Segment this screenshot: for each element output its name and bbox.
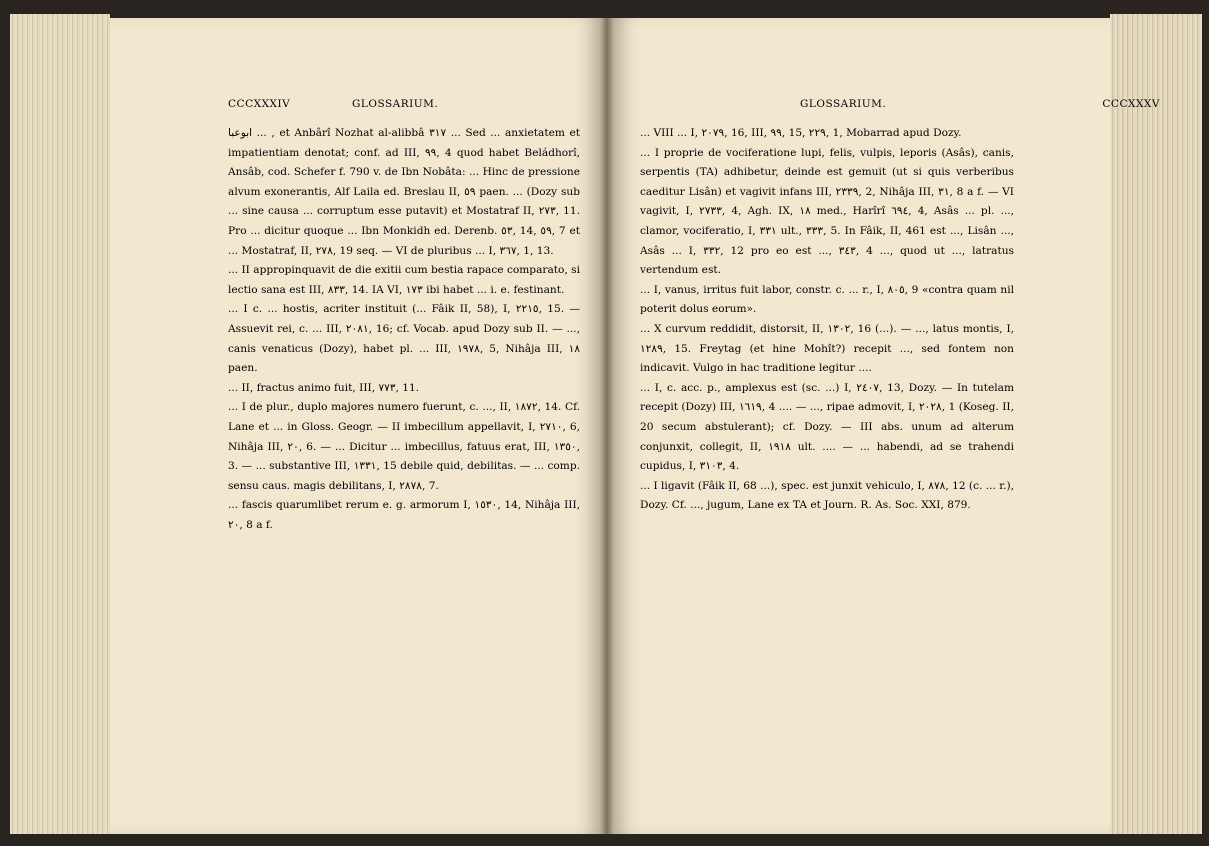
right-paragraph: ... I ligavit (Fâik II, 68 ...), spec. est junxit vehiculo, I, ٨٧٨, 12 (c. ... r.), Dozy. Cf. ..., jugum, Lane ex TA et Journ. R. As. Soc. XXI, 879. — [640, 479, 1014, 512]
left-paragraph: ... I c. ... hostis, acriter instituit (... Fâik II, 58), I, ٢٢١٥, 15. — Assuevit rei, c. ... III, ٢٠٨١, 16; cf. Vocab. apud Dozy sub II. — ..., canis venaticus (Dozy), habet pl. ... III, ١٩٧٨, 5, Nihâja III, ١٨ paen. — [228, 303, 581, 375]
left-paragraph: ... II, fractus animo fuit, III, ٧٧٣, 11. — [228, 381, 420, 394]
left-page-text — [228, 124, 580, 535]
book-gutter — [600, 18, 614, 834]
left-page-edges — [10, 14, 110, 834]
left-running-head: GLOSSARIUM. — [352, 98, 439, 110]
right-paragraph: ... I proprie de vociferatione lupi, felis, vulpis, leporis (Asâs), canis, serpentis (TA) adhibetur, deinde est gemuit (ut si quis verberibus caeditur Lisân) et vagivit infans III, ٢٣٣٩, 2, Nihâja III, ٣١, 8 a f. — VI vagivit, I, ٢٧٣٣, 4, Agh. IX, ١٨ med., Harîrî ٦٩٤, 4, Asâs ... pl. ..., clamor, vociferatio, I, ٣٣١ ult., ٣٣٣, 5. In Fâik, II, 461 est ..., Lisân ..., Asâs ... I, ٣٣٢, 12 pro eo est ..., ٣٤٣, 4 ..., quod ut ..., latratus vertendum est. — [640, 146, 1014, 277]
right-paragraph: ... I, vanus, irritus fuit labor, constr. c. ... r., I, ٨٠٥, 9 «contra quam nil poterit dolus eorum». — [640, 283, 1014, 316]
left-paragraph: ... I de plur., duplo majores numero fuerunt, c. ..., II, ١٨٧٢, 14. Cf. Lane et ... in Gloss. Geogr. — II imbecillum appellavit, I, ٢٧١٠, 6, Nihâja III, ٢٠, 6. — ... Dicitur ... imbecillus, fatuus erat, III, ١٣٥٠, 3. — ... substantive III, ١٣٣١, 15 debile quid, debilitas. — ... comp. sensu caus. magis debilitans, I, ٢٨٧٨, 7. — [228, 401, 581, 492]
right-paragraph: ... X curvum reddidit, distorsit, II, ١٣٠٢, 16 (...). — ..., latus montis, I, ١٢٨٩, 15. Freytag (et hine Mohît?) recepit ..., sed fontem non indicavit. Vulgo in hac traditione legitur .... — [640, 322, 1015, 375]
right-page-edges — [1110, 14, 1202, 834]
left-page-header — [228, 98, 580, 110]
right-paragraph: ... VIII ... I, ٢٠٧٩, 16, III, ٩٩, 15, ٢٢٩, 1, Mobarrad apud Dozy. — [640, 127, 962, 139]
right-folio: CCCXXXV — [1102, 98, 1160, 110]
right-page-header — [800, 98, 1160, 110]
left-paragraph: ... fascis quarumlibet rerum e. g. armorum I, ١٥٣٠, 14, Nihâja III, ٢٠, 8 a f. — [228, 499, 580, 531]
right-running-head: GLOSSARIUM. — [800, 98, 887, 110]
left-folio: CCCXXXIV — [228, 98, 291, 110]
left-paragraph: ... II appropinquavit de die exitii cum bestia rapace comparato, si lectio sana est III, ٨٣٣, 14. IA VI, ١٧٣ ibi habet ... i. e. festinant. — [228, 264, 580, 296]
right-page-text — [640, 124, 1014, 516]
right-paragraph: ... I, c. acc. p., amplexus est (sc. ...) I, ٢٤٠٧, 13, Dozy. — In tutelam recepit (Dozy) III, ١٦١٩, 4 .... — ..., ripae admovit, I, ٢٠٢٨, 1 (Koseg. II, 20 secum abstulerant); cf. Dozy. — III abs. unum ad alterum conjunxit, collegit, II, ١٩١٨ ult. .... — ... habendi, ad se trahendi cupidus, I, ٣١٠٣, 4. — [640, 381, 1015, 473]
left-paragraph: ابوعبا ... , et Anbârî Nozhat al-alibbâ ٣١٧ ... Sed ... anxietatem et impatientiam denotat; conf. ad III, ٩٩, 4 quod habet Beládhorî, Ansâb, cod. Schefer f. 790 v. de Ibn Nobâta: ... Hinc de pressione alvum exonerantis, Alf Laila ed. Breslau II, ٥٩ paen. ... (Dozy sub ... sine causa ... corruptum esse putavit) et Mostatraf II, ٢٧٣, 11. Pro ... dicitur quoque ... Ibn Monkidh ed. Derenb. ٥٣, 14, ٥٩, 7 et ... Mostatraf, II, ٢٧٨, 19 seq. — VI de pluribus ... I, ٣٦٧, 1, 13. — [228, 127, 580, 257]
